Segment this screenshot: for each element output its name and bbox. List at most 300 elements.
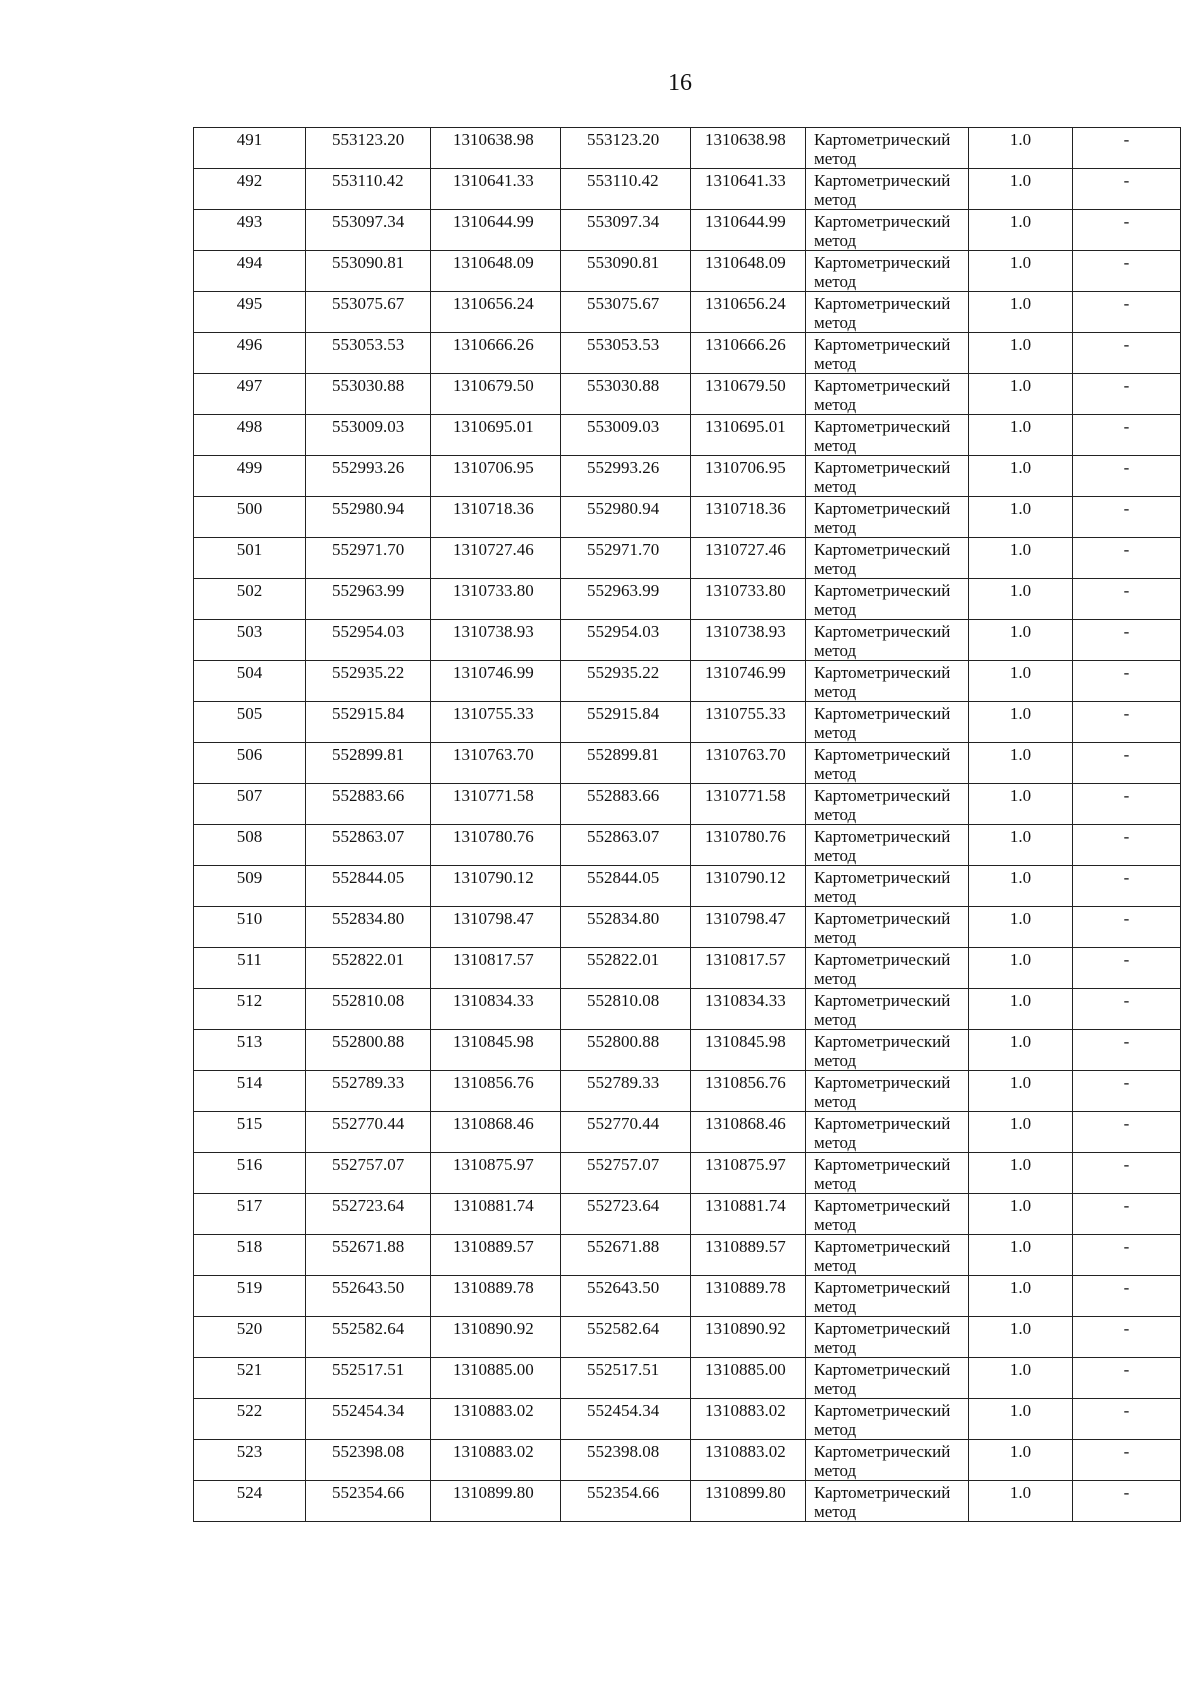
y-coordinate-existing-text: 1310868.46: [453, 1114, 534, 1133]
x-coordinate-existing-text: 552935.22: [332, 663, 405, 682]
accuracy-cell: [969, 1153, 1073, 1194]
point-number-text: 502: [236, 581, 263, 600]
y-coordinate-new-text: 1310834.33: [705, 991, 786, 1010]
x-coordinate-new: [561, 1440, 691, 1481]
accuracy-cell: [969, 825, 1073, 866]
y-coordinate-new: [691, 1071, 806, 1112]
x-coordinate-existing: [306, 1194, 431, 1235]
note-cell: [1073, 292, 1181, 333]
x-coordinate-new-text: 552963.99: [587, 581, 660, 600]
x-coordinate-new: [561, 1112, 691, 1153]
x-coordinate-existing-text: 553090.81: [332, 253, 405, 272]
method-cell-text: Картометрический метод: [814, 1155, 951, 1193]
accuracy-cell-text: 1.0: [1009, 868, 1032, 887]
method-cell: [806, 1030, 969, 1071]
x-coordinate-existing: [306, 1317, 431, 1358]
y-coordinate-new-text: 1310771.58: [705, 786, 786, 805]
x-coordinate-existing: [306, 784, 431, 825]
x-coordinate-new-text: 552834.80: [587, 909, 660, 928]
y-coordinate-new-text: 1310868.46: [705, 1114, 786, 1133]
note-cell-text: -: [1123, 950, 1130, 969]
accuracy-cell: [969, 866, 1073, 907]
note-cell: [1073, 1071, 1181, 1112]
method-cell-text: Картометрический метод: [814, 1073, 951, 1111]
x-coordinate-existing-text: 552980.94: [332, 499, 405, 518]
y-coordinate-existing: [431, 1317, 561, 1358]
x-coordinate-existing-text: 552789.33: [332, 1073, 405, 1092]
x-coordinate-new: [561, 1358, 691, 1399]
x-coordinate-existing-text: 552822.01: [332, 950, 405, 969]
note-cell: [1073, 1358, 1181, 1399]
note-cell: [1073, 538, 1181, 579]
point-number: [194, 825, 306, 866]
x-coordinate-existing-text: 553009.03: [332, 417, 405, 436]
note-cell: [1073, 661, 1181, 702]
accuracy-cell-text: 1.0: [1009, 1401, 1032, 1420]
point-number-text: 508: [236, 827, 263, 846]
y-coordinate-new-text: 1310883.02: [705, 1442, 786, 1461]
point-number: [194, 989, 306, 1030]
y-coordinate-existing-text: 1310746.99: [453, 663, 534, 682]
method-cell-text: Картометрический метод: [814, 458, 951, 496]
table-row: [194, 1235, 1181, 1276]
point-number-text: 504: [236, 663, 263, 682]
x-coordinate-new: [561, 1153, 691, 1194]
x-coordinate-new-text: 552899.81: [587, 745, 660, 764]
y-coordinate-existing-text: 1310641.33: [453, 171, 534, 190]
table-row: [194, 948, 1181, 989]
y-coordinate-existing-text: 1310883.02: [453, 1401, 534, 1420]
y-coordinate-existing-text: 1310798.47: [453, 909, 534, 928]
x-coordinate-new-text: 553090.81: [587, 253, 660, 272]
method-cell-text: Картометрический метод: [814, 622, 951, 660]
accuracy-cell-text: 1.0: [1009, 1360, 1032, 1379]
note-cell-text: -: [1123, 581, 1130, 600]
x-coordinate-existing: [306, 825, 431, 866]
method-cell: [806, 1112, 969, 1153]
note-cell-text: -: [1123, 335, 1130, 354]
y-coordinate-new: [691, 784, 806, 825]
accuracy-cell-text: 1.0: [1009, 909, 1032, 928]
table-row: [194, 1071, 1181, 1112]
point-number: [194, 784, 306, 825]
note-cell-text: -: [1123, 909, 1130, 928]
note-cell-text: -: [1123, 458, 1130, 477]
x-coordinate-new: [561, 1399, 691, 1440]
y-coordinate-new: [691, 825, 806, 866]
accuracy-cell-text: 1.0: [1009, 1032, 1032, 1051]
point-number: [194, 497, 306, 538]
x-coordinate-existing-text: 552398.08: [332, 1442, 405, 1461]
note-cell-text: -: [1123, 704, 1130, 723]
method-cell: [806, 456, 969, 497]
note-cell: [1073, 1481, 1181, 1522]
x-coordinate-existing-text: 553110.42: [332, 171, 404, 190]
y-coordinate-existing-text: 1310763.70: [453, 745, 534, 764]
y-coordinate-new-text: 1310889.57: [705, 1237, 786, 1256]
y-coordinate-new: [691, 251, 806, 292]
y-coordinate-new-text: 1310718.36: [705, 499, 786, 518]
y-coordinate-new-text: 1310666.26: [705, 335, 786, 354]
note-cell-text: -: [1123, 417, 1130, 436]
y-coordinate-new-text: 1310817.57: [705, 950, 786, 969]
x-coordinate-new-text: 552935.22: [587, 663, 660, 682]
y-coordinate-new: [691, 620, 806, 661]
method-cell-text: Картометрический метод: [814, 827, 951, 865]
method-cell-text: Картометрический метод: [814, 704, 951, 742]
note-cell: [1073, 1030, 1181, 1071]
y-coordinate-existing: [431, 1358, 561, 1399]
method-cell: [806, 1358, 969, 1399]
method-cell-text: Картометрический метод: [814, 376, 951, 414]
y-coordinate-existing-text: 1310638.98: [453, 130, 534, 149]
y-coordinate-new: [691, 1399, 806, 1440]
y-coordinate-existing: [431, 251, 561, 292]
y-coordinate-existing: [431, 825, 561, 866]
y-coordinate-existing: [431, 292, 561, 333]
accuracy-cell-text: 1.0: [1009, 745, 1032, 764]
y-coordinate-new: [691, 292, 806, 333]
y-coordinate-new-text: 1310738.93: [705, 622, 786, 641]
y-coordinate-existing: [431, 784, 561, 825]
method-cell-text: Картометрический метод: [814, 1483, 951, 1521]
x-coordinate-new-text: 552993.26: [587, 458, 660, 477]
x-coordinate-existing-text: 553030.88: [332, 376, 405, 395]
x-coordinate-new: [561, 702, 691, 743]
y-coordinate-existing-text: 1310780.76: [453, 827, 534, 846]
point-number: [194, 1317, 306, 1358]
note-cell: [1073, 989, 1181, 1030]
point-number-text: 511: [237, 950, 262, 969]
method-cell-text: Картометрический метод: [814, 1401, 951, 1439]
y-coordinate-existing-text: 1310834.33: [453, 991, 534, 1010]
point-number: [194, 1481, 306, 1522]
accuracy-cell-text: 1.0: [1009, 1196, 1032, 1215]
point-number: [194, 210, 306, 251]
x-coordinate-existing: [306, 292, 431, 333]
y-coordinate-new: [691, 1358, 806, 1399]
table-row: [194, 825, 1181, 866]
y-coordinate-existing: [431, 456, 561, 497]
y-coordinate-new-text: 1310780.76: [705, 827, 786, 846]
y-coordinate-existing-text: 1310885.00: [453, 1360, 534, 1379]
table-row: [194, 497, 1181, 538]
x-coordinate-new: [561, 1276, 691, 1317]
point-number-text: 517: [236, 1196, 263, 1215]
x-coordinate-new-text: 552789.33: [587, 1073, 660, 1092]
accuracy-cell-text: 1.0: [1009, 1278, 1032, 1297]
accuracy-cell-text: 1.0: [1009, 376, 1032, 395]
accuracy-cell-text: 1.0: [1009, 1483, 1032, 1502]
note-cell-text: -: [1123, 1360, 1130, 1379]
y-coordinate-existing: [431, 989, 561, 1030]
y-coordinate-new-text: 1310885.00: [705, 1360, 786, 1379]
y-coordinate-new-text: 1310798.47: [705, 909, 786, 928]
x-coordinate-new-text: 553030.88: [587, 376, 660, 395]
y-coordinate-existing-text: 1310889.57: [453, 1237, 534, 1256]
y-coordinate-existing-text: 1310845.98: [453, 1032, 534, 1051]
x-coordinate-new-text: 552844.05: [587, 868, 660, 887]
table-row: [194, 1440, 1181, 1481]
point-number-text: 513: [236, 1032, 263, 1051]
coordinates-table: [193, 127, 1181, 1522]
accuracy-cell-text: 1.0: [1009, 581, 1032, 600]
x-coordinate-existing: [306, 1112, 431, 1153]
table-row: [194, 1399, 1181, 1440]
note-cell: [1073, 907, 1181, 948]
y-coordinate-new: [691, 1030, 806, 1071]
y-coordinate-new: [691, 907, 806, 948]
accuracy-cell: [969, 374, 1073, 415]
method-cell: [806, 702, 969, 743]
point-number-text: 496: [236, 335, 263, 354]
y-coordinate-new: [691, 1276, 806, 1317]
x-coordinate-new-text: 552915.84: [587, 704, 660, 723]
y-coordinate-new-text: 1310746.99: [705, 663, 786, 682]
x-coordinate-existing: [306, 456, 431, 497]
point-number: [194, 374, 306, 415]
point-number-text: 515: [236, 1114, 263, 1133]
accuracy-cell: [969, 251, 1073, 292]
table-row: [194, 579, 1181, 620]
table-row: [194, 538, 1181, 579]
note-cell-text: -: [1123, 622, 1130, 641]
note-cell: [1073, 866, 1181, 907]
x-coordinate-existing-text: 553053.53: [332, 335, 405, 354]
y-coordinate-new: [691, 497, 806, 538]
note-cell-text: -: [1123, 1442, 1130, 1461]
point-number-text: 501: [236, 540, 263, 559]
table-row: [194, 374, 1181, 415]
x-coordinate-new-text: 552810.08: [587, 991, 660, 1010]
accuracy-cell: [969, 702, 1073, 743]
x-coordinate-new-text: 553110.42: [587, 171, 659, 190]
note-cell: [1073, 415, 1181, 456]
accuracy-cell-text: 1.0: [1009, 499, 1032, 518]
point-number-text: 495: [236, 294, 263, 313]
y-coordinate-new-text: 1310695.01: [705, 417, 786, 436]
x-coordinate-existing-text: 553123.20: [332, 130, 405, 149]
point-number: [194, 1399, 306, 1440]
x-coordinate-existing-text: 552899.81: [332, 745, 405, 764]
note-cell: [1073, 579, 1181, 620]
note-cell-text: -: [1123, 212, 1130, 231]
y-coordinate-existing-text: 1310817.57: [453, 950, 534, 969]
x-coordinate-existing: [306, 620, 431, 661]
point-number-text: 498: [236, 417, 263, 436]
accuracy-cell-text: 1.0: [1009, 1155, 1032, 1174]
accuracy-cell: [969, 169, 1073, 210]
y-coordinate-new: [691, 661, 806, 702]
accuracy-cell: [969, 661, 1073, 702]
y-coordinate-existing: [431, 579, 561, 620]
method-cell-text: Картометрический метод: [814, 540, 951, 578]
y-coordinate-new-text: 1310644.99: [705, 212, 786, 231]
table-row: [194, 1194, 1181, 1235]
x-coordinate-new: [561, 1317, 691, 1358]
y-coordinate-new: [691, 374, 806, 415]
x-coordinate-new: [561, 579, 691, 620]
x-coordinate-new-text: 552863.07: [587, 827, 660, 846]
method-cell-text: Картометрический метод: [814, 786, 951, 824]
method-cell: [806, 1235, 969, 1276]
point-number: [194, 702, 306, 743]
x-coordinate-new-text: 552723.64: [587, 1196, 660, 1215]
accuracy-cell-text: 1.0: [1009, 171, 1032, 190]
x-coordinate-new-text: 552454.34: [587, 1401, 660, 1420]
method-cell: [806, 333, 969, 374]
x-coordinate-existing: [306, 907, 431, 948]
point-number-text: 505: [236, 704, 263, 723]
y-coordinate-existing: [431, 210, 561, 251]
method-cell: [806, 1153, 969, 1194]
note-cell: [1073, 620, 1181, 661]
x-coordinate-existing: [306, 1235, 431, 1276]
point-number-text: 491: [236, 130, 263, 149]
y-coordinate-new: [691, 210, 806, 251]
y-coordinate-new-text: 1310889.78: [705, 1278, 786, 1297]
method-cell: [806, 866, 969, 907]
y-coordinate-new: [691, 538, 806, 579]
method-cell: [806, 989, 969, 1030]
table-row: [194, 1153, 1181, 1194]
x-coordinate-existing: [306, 497, 431, 538]
note-cell: [1073, 1153, 1181, 1194]
table-row: [194, 743, 1181, 784]
point-number-text: 516: [236, 1155, 263, 1174]
method-cell-text: Картометрический метод: [814, 130, 951, 168]
method-cell-text: Картометрический метод: [814, 1360, 951, 1398]
point-number: [194, 579, 306, 620]
method-cell: [806, 907, 969, 948]
x-coordinate-existing-text: 552810.08: [332, 991, 405, 1010]
y-coordinate-existing: [431, 620, 561, 661]
table-row: [194, 1112, 1181, 1153]
x-coordinate-existing-text: 552757.07: [332, 1155, 405, 1174]
x-coordinate-new: [561, 210, 691, 251]
note-cell: [1073, 743, 1181, 784]
note-cell-text: -: [1123, 171, 1130, 190]
accuracy-cell: [969, 1112, 1073, 1153]
method-cell-text: Картометрический метод: [814, 499, 951, 537]
note-cell: [1073, 333, 1181, 374]
x-coordinate-new: [561, 866, 691, 907]
method-cell-text: Картометрический метод: [814, 417, 951, 455]
y-coordinate-existing-text: 1310733.80: [453, 581, 534, 600]
y-coordinate-existing-text: 1310738.93: [453, 622, 534, 641]
x-coordinate-new-text: 553097.34: [587, 212, 660, 231]
y-coordinate-new-text: 1310755.33: [705, 704, 786, 723]
note-cell: [1073, 1317, 1181, 1358]
y-coordinate-new-text: 1310733.80: [705, 581, 786, 600]
note-cell: [1073, 251, 1181, 292]
point-number-text: 494: [236, 253, 263, 272]
point-number: [194, 1235, 306, 1276]
y-coordinate-existing: [431, 702, 561, 743]
x-coordinate-new: [561, 784, 691, 825]
note-cell: [1073, 128, 1181, 169]
point-number-text: 507: [236, 786, 263, 805]
x-coordinate-new-text: 552980.94: [587, 499, 660, 518]
x-coordinate-existing: [306, 538, 431, 579]
x-coordinate-new: [561, 251, 691, 292]
table-row: [194, 1317, 1181, 1358]
x-coordinate-new: [561, 374, 691, 415]
point-number: [194, 1440, 306, 1481]
point-number-text: 512: [236, 991, 263, 1010]
accuracy-cell: [969, 1194, 1073, 1235]
x-coordinate-new: [561, 1030, 691, 1071]
point-number-text: 506: [236, 745, 263, 764]
y-coordinate-existing-text: 1310890.92: [453, 1319, 534, 1338]
point-number-text: 514: [236, 1073, 263, 1092]
x-coordinate-existing-text: 552800.88: [332, 1032, 405, 1051]
y-coordinate-new-text: 1310706.95: [705, 458, 786, 477]
point-number: [194, 1071, 306, 1112]
accuracy-cell-text: 1.0: [1009, 950, 1032, 969]
note-cell-text: -: [1123, 1278, 1130, 1297]
note-cell-text: -: [1123, 1196, 1130, 1215]
accuracy-cell: [969, 620, 1073, 661]
x-coordinate-existing-text: 552582.64: [332, 1319, 405, 1338]
note-cell: [1073, 702, 1181, 743]
y-coordinate-new-text: 1310881.74: [705, 1196, 786, 1215]
point-number-text: 492: [236, 171, 263, 190]
method-cell-text: Картометрический метод: [814, 909, 951, 947]
method-cell-text: Картометрический метод: [814, 294, 951, 332]
note-cell-text: -: [1123, 786, 1130, 805]
x-coordinate-existing: [306, 1071, 431, 1112]
y-coordinate-existing: [431, 1194, 561, 1235]
y-coordinate-existing: [431, 907, 561, 948]
x-coordinate-new-text: 552822.01: [587, 950, 660, 969]
point-number: [194, 1276, 306, 1317]
method-cell-text: Картометрический метод: [814, 745, 951, 783]
note-cell-text: -: [1123, 663, 1130, 682]
table-row: [194, 702, 1181, 743]
y-coordinate-existing-text: 1310644.99: [453, 212, 534, 231]
accuracy-cell-text: 1.0: [1009, 458, 1032, 477]
table-row: [194, 1030, 1181, 1071]
note-cell-text: -: [1123, 1032, 1130, 1051]
y-coordinate-existing: [431, 1030, 561, 1071]
accuracy-cell: [969, 743, 1073, 784]
note-cell: [1073, 374, 1181, 415]
x-coordinate-new: [561, 456, 691, 497]
accuracy-cell: [969, 497, 1073, 538]
method-cell: [806, 661, 969, 702]
x-coordinate-existing: [306, 579, 431, 620]
method-cell-text: Картометрический метод: [814, 1196, 951, 1234]
accuracy-cell: [969, 948, 1073, 989]
method-cell-text: Картометрический метод: [814, 581, 951, 619]
accuracy-cell-text: 1.0: [1009, 1114, 1032, 1133]
note-cell-text: -: [1123, 130, 1130, 149]
x-coordinate-existing-text: 552915.84: [332, 704, 405, 723]
x-coordinate-new: [561, 825, 691, 866]
y-coordinate-existing-text: 1310790.12: [453, 868, 534, 887]
method-cell-text: Картометрический метод: [814, 212, 951, 250]
y-coordinate-existing: [431, 1153, 561, 1194]
y-coordinate-existing: [431, 415, 561, 456]
accuracy-cell-text: 1.0: [1009, 1237, 1032, 1256]
x-coordinate-existing-text: 552863.07: [332, 827, 405, 846]
method-cell: [806, 1481, 969, 1522]
y-coordinate-existing-text: 1310856.76: [453, 1073, 534, 1092]
y-coordinate-existing-text: 1310679.50: [453, 376, 534, 395]
accuracy-cell: [969, 210, 1073, 251]
method-cell: [806, 538, 969, 579]
